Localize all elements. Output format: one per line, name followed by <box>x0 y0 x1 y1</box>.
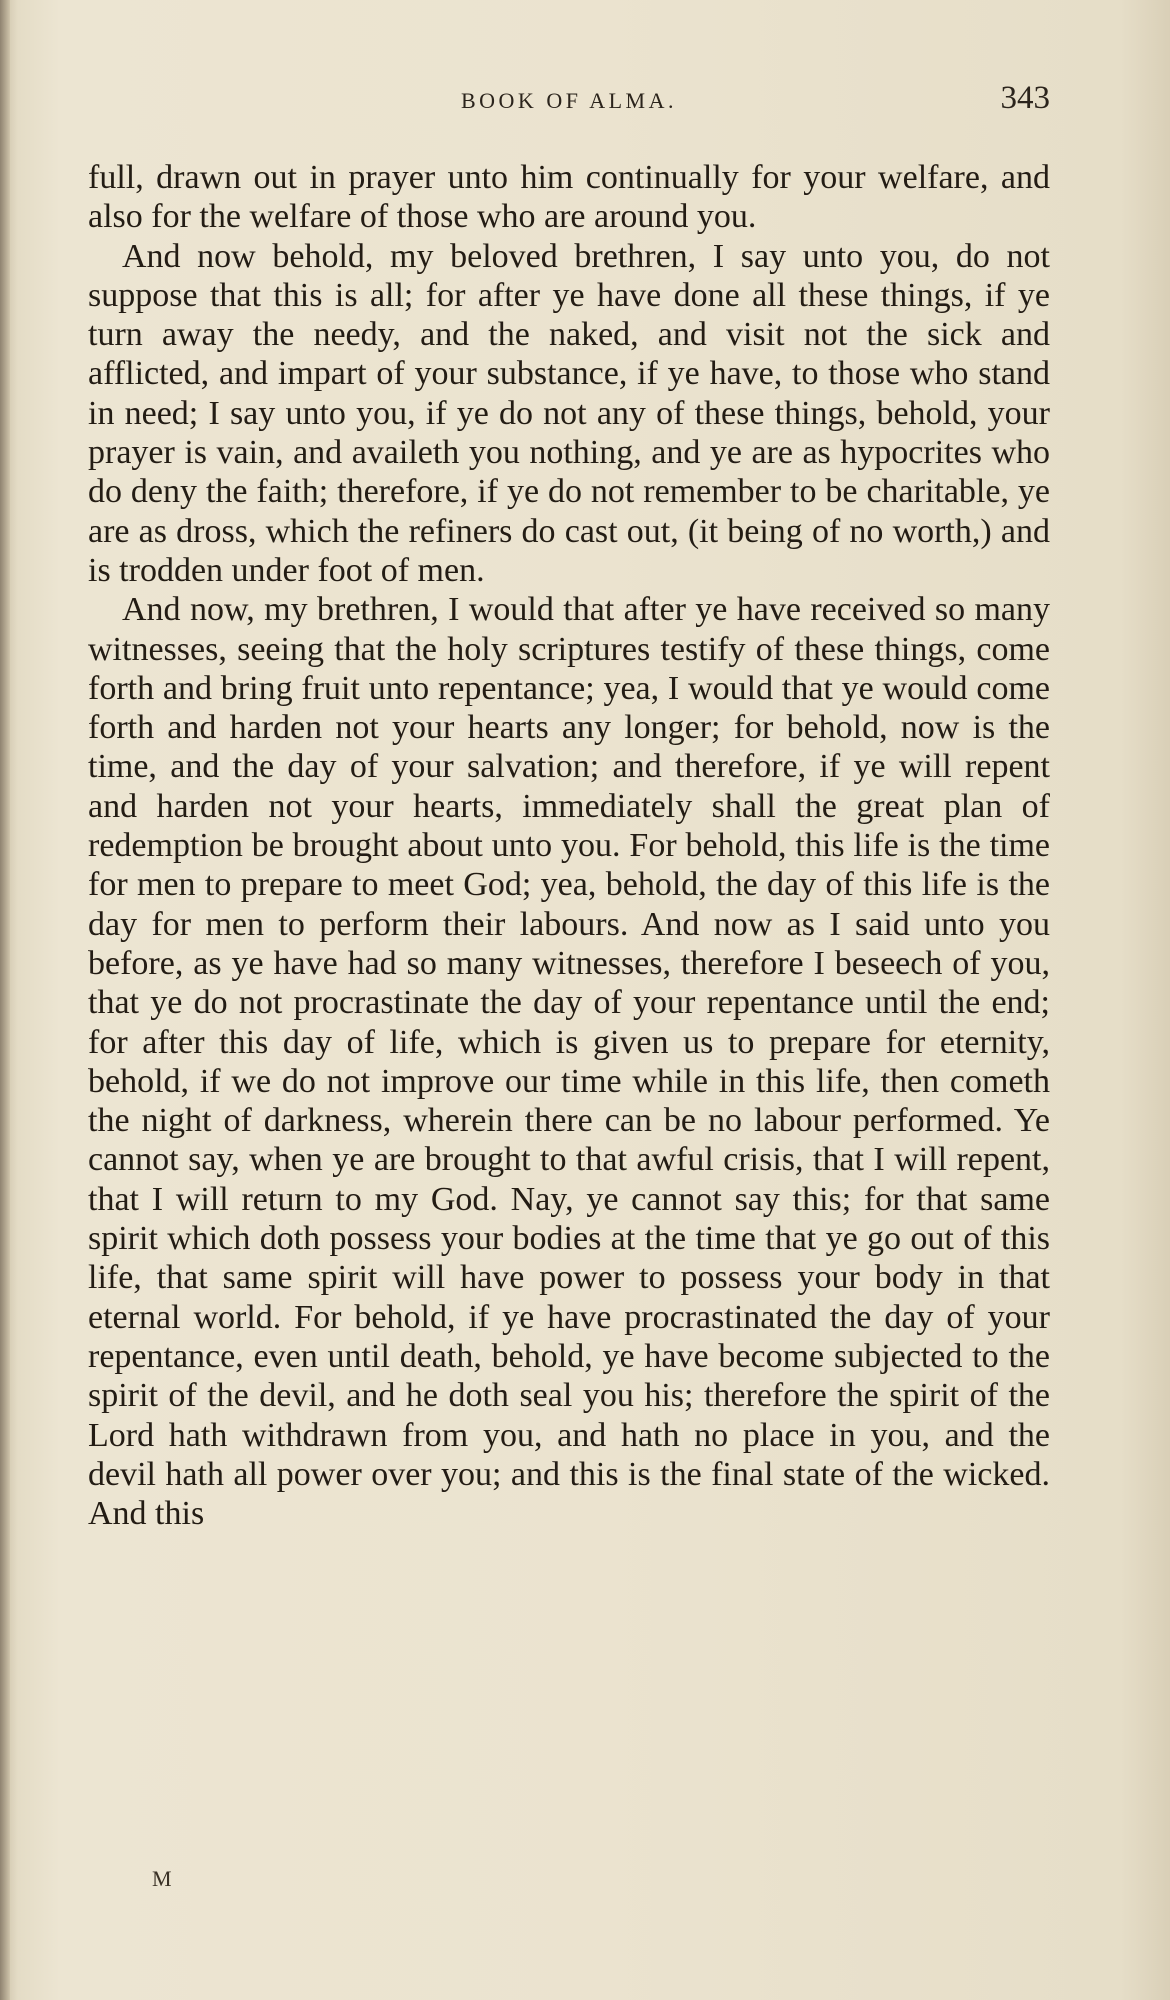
running-title: BOOK OF ALMA. <box>460 88 678 113</box>
page-number: 343 <box>1000 80 1050 116</box>
paragraph: And now behold, my beloved brethren, I say unto you, do not suppose that this is all; for after ye have done all these things, if ye turn away the needy, and the naked, and visit not the sick and afflicted, and impart of your substance, if ye have, to those who stand in need; I say unto you, if ye do not any of these things, behold, your prayer is vain, and availeth you nothing, and ye are as hypocrites who do deny the faith; therefore, if ye do not remember to be charitable, ye are as dross, which the refiners do cast out, (it being of no worth,) and is trodden under foot of men. <box>88 237 1050 589</box>
body-text <box>88 158 1050 1533</box>
running-head <box>88 80 1050 120</box>
paragraph: And now, my brethren, I would that after ye have received so many witnesses, seeing that the holy scriptures testify of these things, come forth and bring fruit unto repentance; yea, I would that ye would come forth and harden not your hearts any longer; for behold, now is the time, and the day of your salvation; and therefore, if ye will repent and harden not your hearts, immediately shall the great plan of redemption be brought about unto you. For behold, this life is the time for men to prepare to meet God; yea, behold, the day of this life is the day for men to perform their labours. And now as I said unto you before, as ye have had so many witnesses, therefore I beseech of you, that ye do not procrastinate the day of your repentance until the end; for after this day of life, which is given us to prepare for eternity, behold, if we do not improve our time while in this life, then cometh the night of darkness, wherein there can be no labour performed. Ye cannot say, when ye are brought to that awful crisis, that I will repent, that I will return to my God. Nay, ye cannot say this; for that same spirit which doth possess your bodies at the time that ye go out of this life, that same spirit will have power to possess your body in that eternal world. For behold, if ye have procrastinated the day of your repentance, even until death, behold, ye have become subjected to the spirit of the devil, and he doth seal you his; therefore the spirit of the Lord hath withdrawn from you, and hath no place in you, and the devil hath all power over you; and this is the final state of the wicked. And this <box>88 591 1050 1533</box>
page-spine-edge <box>0 0 10 2000</box>
signature-mark: M <box>152 1866 174 1891</box>
paragraph-continued: full, drawn out in prayer unto him continually for your welfare, and also for the welfare of those who are around you. <box>88 159 1050 236</box>
